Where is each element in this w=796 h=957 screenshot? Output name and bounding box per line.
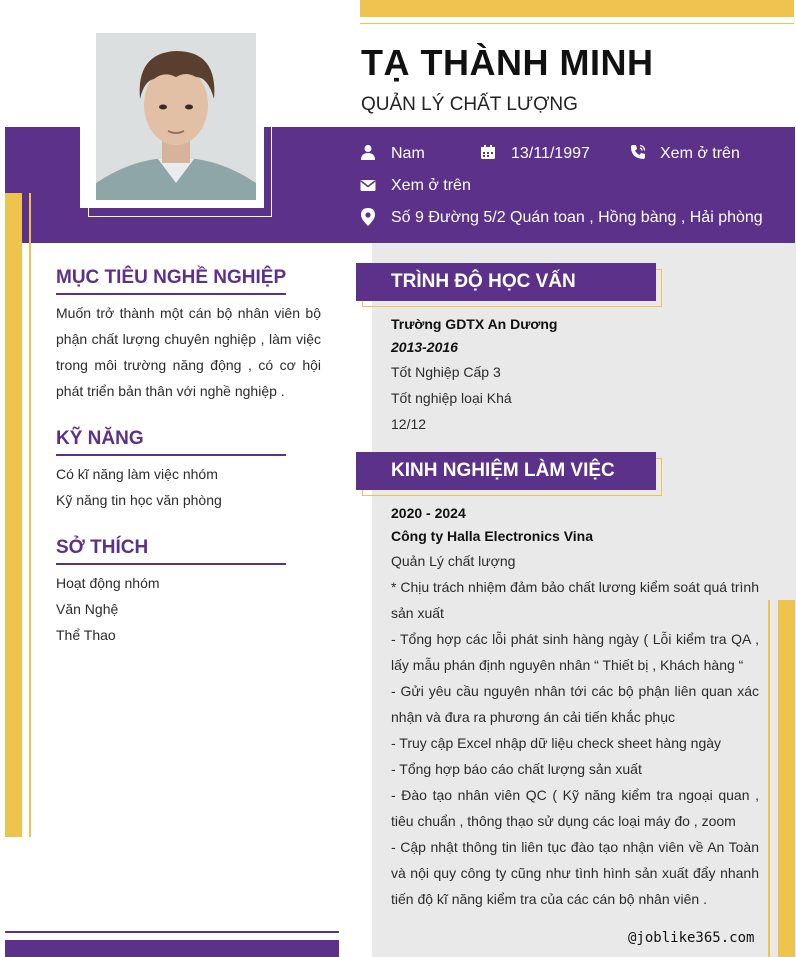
duty-item: - Cập nhật thông tin liên tục đào tạo nhận viên về An Toàn và nội quy công ty cũng như tình hình sản xuất đẩy nhanh tiến độ kĩ năng kiểm tra của các cán bộ nhân viên . — [391, 839, 759, 907]
top-accent-line — [360, 23, 794, 24]
hobby-item: Thể Thao — [56, 627, 116, 643]
experience-company: Công ty Halla Electronics Vina — [391, 528, 594, 544]
skill-item: Có kĩ năng làm việc nhóm — [56, 466, 218, 482]
email-value: Xem ở trên — [391, 177, 471, 194]
duty-item: - Đào tạo nhân viên QC ( Kỹ năng kiểm tra ngoại quan , tiêu chuẩn , thông thạo sử dụng các loại máy đo , zoom — [391, 787, 759, 829]
candidate-name: TẠ THÀNH MINH — [361, 42, 654, 83]
duty-item: - Tổng hợp các lỗi phát sinh hàng ngày ( Lỗi kiểm tra QA , lấy mẫu phán định nguyên nhân “ Thiết bị , Khách hàng “ — [391, 631, 759, 673]
birthday-value: 13/11/1997 — [511, 145, 590, 162]
phone-icon — [630, 144, 646, 160]
skills-title: KỸ NĂNG — [56, 428, 144, 449]
education-line: Tốt nghiệp loại Khá — [391, 390, 512, 406]
right-accent-bar — [778, 600, 795, 957]
experience-duties — [391, 574, 759, 912]
duty-item: - Truy cập Excel nhập dữ liệu check sheet hàng ngày — [391, 735, 722, 751]
envelope-icon — [360, 177, 376, 193]
skills-divider — [56, 454, 286, 456]
education-title: TRÌNH ĐỘ HỌC VẤN — [356, 263, 656, 301]
experience-title: KINH NGHIỆM LÀM VIỆC — [356, 452, 656, 490]
left-accent-line — [29, 193, 31, 837]
user-icon — [360, 144, 376, 160]
map-pin-icon — [360, 208, 376, 224]
phone-value: Xem ở trên — [660, 145, 740, 162]
duty-item: - Gửi yêu cầu nguyên nhân tới các bộ phận liên quan xác nhận và đưa ra phương án cải tiến khắc phục — [391, 683, 759, 725]
education-period: 2013-2016 — [391, 339, 458, 355]
objective-title: MỤC TIÊU NGHỀ NGHIỆP — [56, 267, 287, 288]
education-line: Tốt Nghiệp Cấp 3 — [391, 364, 501, 380]
education-school: Trường GDTX An Dương — [391, 316, 558, 332]
footer-watermark: @joblike365.com — [628, 930, 755, 946]
right-accent-line — [768, 600, 770, 957]
gender-value: Nam — [391, 145, 425, 162]
top-accent-bar — [360, 0, 794, 17]
hobby-item: Hoạt động nhóm — [56, 575, 160, 591]
skill-item: Kỹ năng tin học văn phòng — [56, 492, 222, 508]
hobbies-title: SỞ THÍCH — [56, 537, 149, 558]
objective-text: Muốn trở thành một cán bộ nhân viên bộ phận chất lượng chuyên nghiệp , làm việc trong môi trường năng động , có cơ hội phát triển bản thân với nghề nghiệp . — [56, 305, 321, 399]
objective-divider — [56, 293, 286, 295]
bottom-accent-bar — [5, 940, 339, 957]
duty-item: * Chịu trách nhiệm đảm bảo chất lương kiểm soát quá trình sản xuất — [391, 579, 759, 621]
experience-role: Quản Lý chất lượng — [391, 553, 516, 569]
duty-item: - Tổng hợp báo cáo chất lượng sản xuất — [391, 761, 642, 777]
experience-period: 2020 - 2024 — [391, 505, 466, 521]
education-line: 12/12 — [391, 416, 427, 432]
hobby-item: Văn Nghệ — [56, 601, 119, 617]
calendar-icon — [480, 144, 496, 160]
hobbies-divider — [56, 563, 286, 565]
address-value: Số 9 Đường 5/2 Quán toan , Hồng bàng , Hải phòng — [391, 209, 763, 226]
left-accent-bar — [5, 193, 22, 837]
candidate-position: QUẢN LÝ CHẤT LƯỢNG — [361, 94, 578, 115]
bottom-accent-line — [5, 931, 339, 933]
profile-photo — [96, 33, 256, 200]
